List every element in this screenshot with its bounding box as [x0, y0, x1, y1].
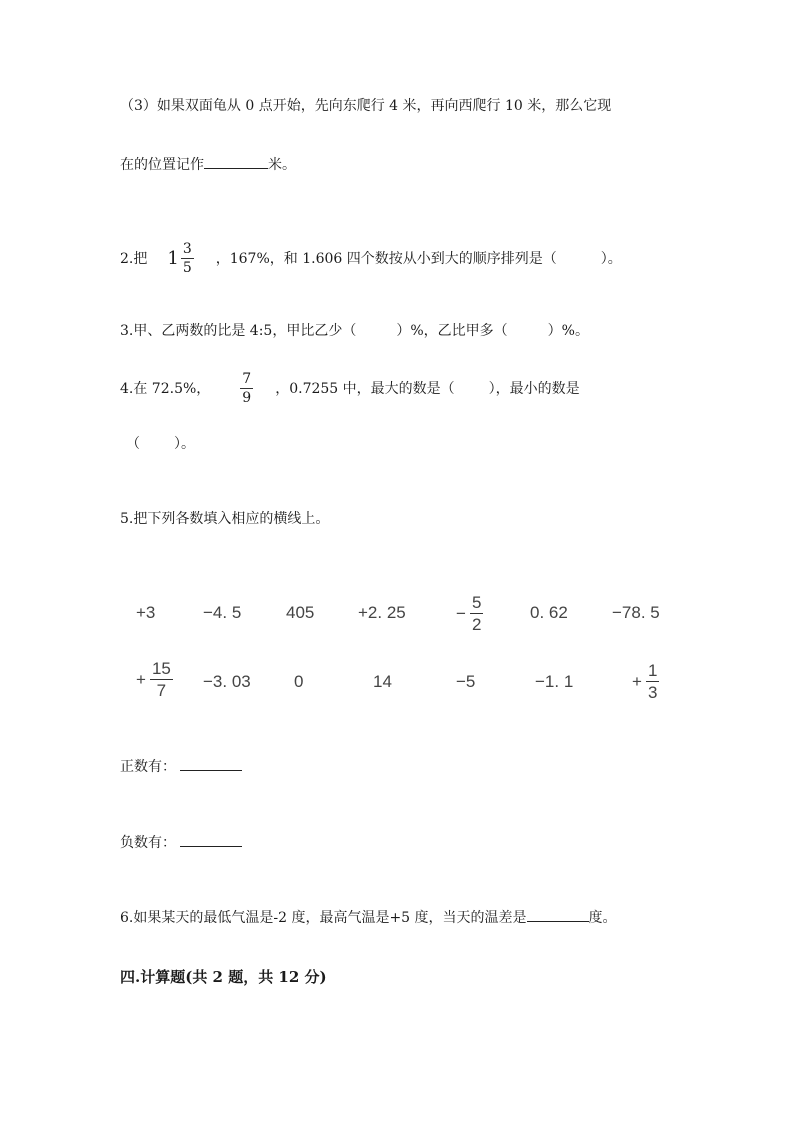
number-item: −78. 5: [612, 603, 660, 622]
negative-numbers-line: [120, 832, 242, 853]
q3-sub-line2: [120, 154, 296, 175]
q4-open-paren: （: [126, 436, 140, 452]
number-item: 405: [286, 603, 315, 622]
negative-answer-blank[interactable]: [180, 832, 242, 847]
number-item: +2. 25: [358, 603, 406, 622]
fraction-numerator: 1: [647, 661, 658, 680]
mixed-fraction: [181, 242, 194, 275]
q4-text: ，0.7255 中，最大的数是（: [275, 380, 455, 397]
q2-text: ，167%，和 1.606 四个数按从小到大的顺序排列是（: [215, 250, 557, 267]
q2-prefix: 2.把: [120, 250, 148, 267]
q3-sub-line1: （3）如果双面龟从 0 点开始，先向东爬行 4 米，再向西爬行 10 米，那么它现: [120, 98, 612, 114]
question-2: [120, 242, 622, 275]
fraction-sign: +: [136, 669, 146, 689]
fraction-denominator: 2: [471, 615, 482, 634]
number-item: 0. 62: [530, 603, 568, 622]
section-4-heading: 四.计算题(共 2 题，共 12 分): [120, 968, 327, 986]
q3-mid: ）%，乙比甲多（: [396, 323, 508, 339]
number-item: 0: [294, 672, 304, 691]
number-item: −3. 03: [203, 672, 251, 691]
number-item: −4. 5: [203, 603, 242, 622]
fraction-denominator: 3: [647, 683, 658, 702]
question-6: [120, 907, 617, 928]
positive-answer-blank[interactable]: [180, 756, 242, 771]
q3-end: ）%。: [547, 323, 589, 339]
positive-label: 正数有：: [120, 759, 176, 775]
fraction: [646, 662, 659, 701]
fraction-denominator: 5: [182, 260, 192, 276]
q4-fraction: [240, 372, 253, 405]
q6-unit: 度。: [588, 910, 617, 926]
fraction-numerator: 7: [242, 371, 252, 387]
q3-sub-line2-text: 在的位置记作: [120, 157, 204, 173]
question-3: [120, 321, 589, 341]
answer-blank[interactable]: [204, 154, 268, 169]
fraction: [150, 660, 173, 699]
q2-end: ）。: [600, 250, 622, 267]
q4-prefix: 4.在 72.5%，: [120, 380, 211, 397]
fraction-sign: +: [632, 671, 642, 691]
fraction-numerator: 5: [471, 593, 482, 612]
number-item: −5: [456, 672, 476, 691]
number-item: −1. 1: [535, 672, 574, 691]
fraction-denominator: 9: [242, 390, 252, 406]
q3-prefix: 3.甲、乙两数的比是 4:5，甲比乙少（: [120, 323, 357, 339]
q6-text: 6.如果某天的最低气温是-2 度，最高气温是+5 度，当天的温差是: [120, 910, 527, 926]
fraction-numerator: 3: [182, 241, 192, 257]
question-4: [120, 372, 580, 405]
number-item-fraction: [456, 594, 483, 633]
question-4-line2: [126, 434, 195, 454]
mixed-number: [167, 242, 193, 275]
q4-mid: ），最小的数是: [488, 380, 580, 397]
number-item: 14: [373, 672, 392, 691]
q5-title: 5.把下列各数填入相应的横线上。: [120, 511, 330, 527]
fraction-sign: −: [456, 603, 466, 623]
answer-blank[interactable]: [527, 907, 589, 922]
mixed-whole: 1: [167, 247, 179, 269]
fraction-numerator: 15: [151, 659, 171, 678]
number-item-fraction: [136, 660, 173, 699]
negative-label: 负数有：: [120, 835, 176, 851]
number-item: +3: [136, 603, 156, 622]
fraction: [470, 594, 483, 633]
q4-close-paren: ）。: [174, 436, 195, 452]
fraction-denominator: 7: [156, 681, 167, 700]
number-item-fraction: [632, 662, 659, 701]
positive-numbers-line: [120, 756, 242, 777]
q3-sub-unit: 米。: [268, 157, 296, 173]
